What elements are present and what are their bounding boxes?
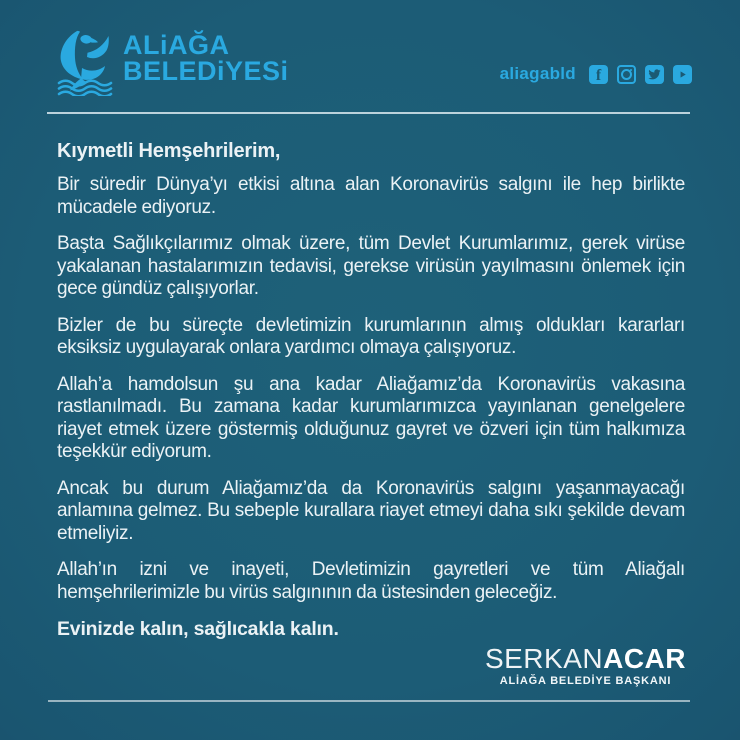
signature-first-name: SERKAN — [484, 643, 604, 674]
brand-wordmark — [123, 32, 289, 84]
paragraph-2: Başta Sağlıkçılarımız olmak üzere, tüm Devlet Kurumlarımız, gerek virüse yakalanan hastalarımızın tedavisi, gerekse virüsün yayılmasını önlemek için gece gündüz çalışıyorlar. — [57, 233, 685, 299]
header-divider — [47, 112, 690, 114]
footer-divider — [48, 700, 690, 702]
youtube-icon — [673, 65, 692, 84]
paragraph-1: Bir süredir Dünya’yı etkisi altına alan Koronavirüs salgını ile hep birlikte mücadele ediyoruz. — [57, 174, 685, 218]
dove-over-waves-icon — [57, 30, 113, 96]
paragraph-6: Allah’ın izni ve inayeti, Devletimizin gayretleri ve tüm Aliağalı hemşehrilerimizle bu virüs salgınının da üstesinden geleceğiz. — [57, 559, 685, 603]
header — [57, 26, 692, 98]
signature-last-name: ACAR — [603, 643, 686, 674]
signature-name — [485, 644, 686, 674]
closing-line: Evinizde kalın, sağlıcakla kalın. — [57, 618, 339, 640]
paragraph-5: Ancak bu durum Aliağamız’da da Koronavirüs salgını yaşanmayacağı anlamına gelmez. Bu sebeple kurallara riayet etmeyi daha sıkı şekilde devam etmeliyiz. — [57, 477, 685, 544]
instagram-icon — [617, 65, 636, 84]
greeting: Kıymetli Hemşehrilerim, — [57, 140, 281, 162]
brand-wordmark-line1: ALiAĞA — [123, 30, 230, 60]
brand-logo — [57, 26, 289, 96]
brand-wordmark-line2: BELEDiYESi — [123, 56, 289, 86]
paragraph-4: Allah’a hamdolsun şu ana kadar Aliağamız’da Koronavirüs vakasına rastlanılmadı. Bu zamana kadar kurumlarımızca yayınlanan genelgelere riayet etmek üzere göstermiş olduğunuz gayret ve özveri için tüm halkımıza teşekkür ediyorum. — [57, 373, 685, 462]
paragraph-3: Bizler de bu süreçte devletimizin kurumlarının almış oldukları kararları eksiksiz uygulayarak onlara yardımcı olmaya çalışıyoruz. — [57, 314, 685, 358]
twitter-icon — [645, 65, 664, 84]
facebook-icon: f — [589, 65, 608, 84]
social-bar — [500, 64, 692, 84]
social-handle: aliagabld — [499, 64, 576, 83]
signature-title: ALİAĞA BELEDİYE BAŞKANI — [499, 675, 672, 687]
signature-block — [485, 644, 686, 687]
announcement-message — [57, 140, 685, 640]
